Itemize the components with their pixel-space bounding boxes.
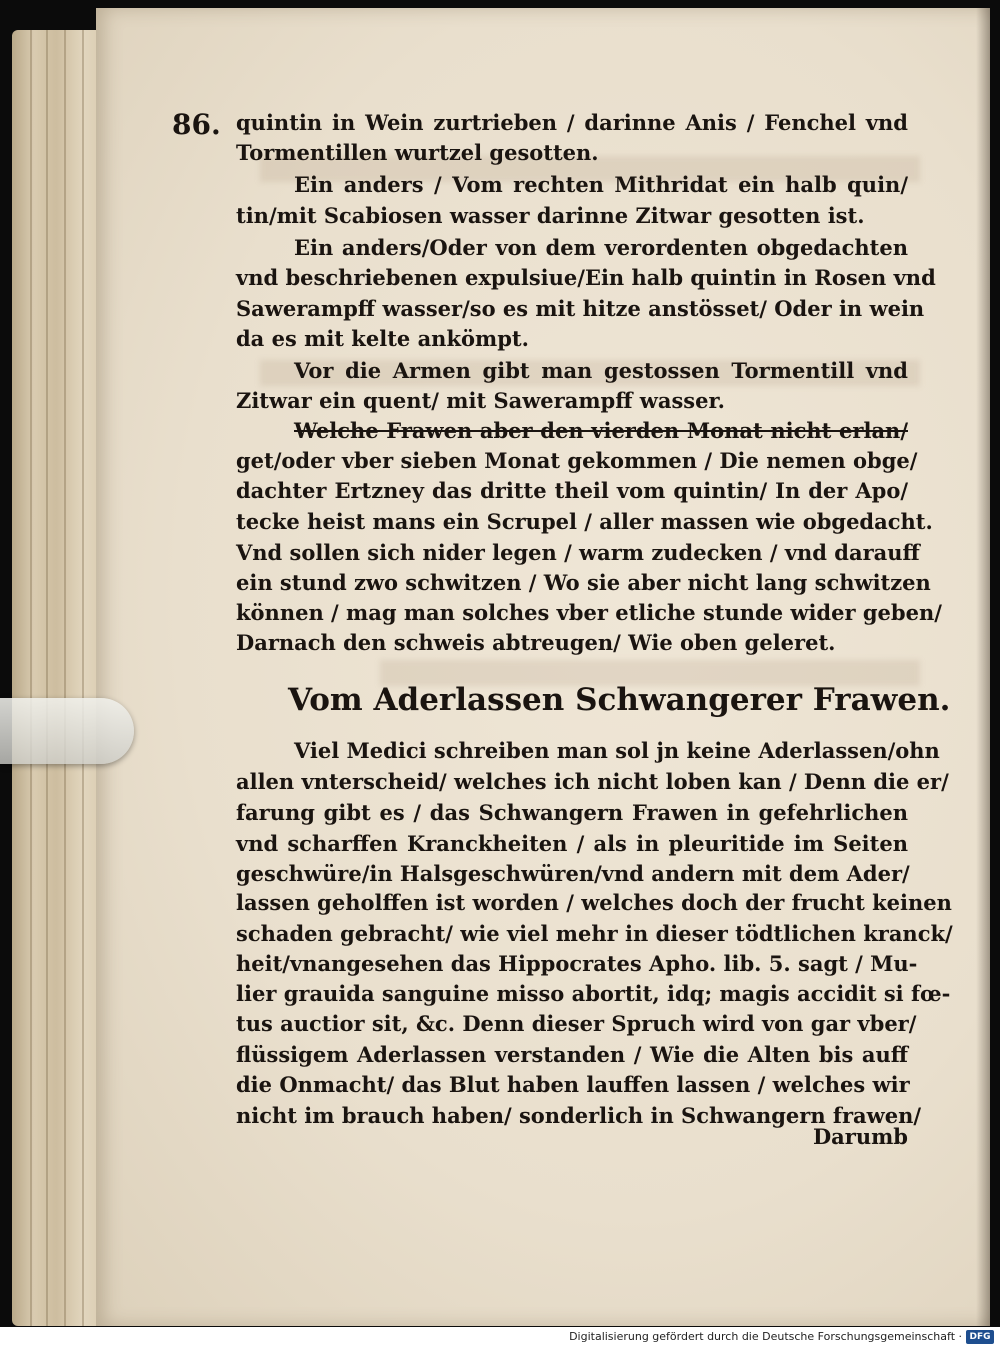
text-line: flüssigem Aderlassen verstanden / Wie die Alten bis auff (236, 1042, 908, 1067)
section-heading: Vom Aderlassen Schwangerer Frawen. (288, 682, 951, 718)
bookmark-clip (0, 698, 134, 764)
catchword: Darumb (812, 1124, 908, 1149)
page-number: 86. (172, 108, 221, 141)
text-line: da es mit kelte ankömpt. (236, 326, 529, 351)
text-line: quintin in Wein zurtrieben / darinne Anis / Fenchel vnd (236, 110, 908, 135)
text-line: Ein anders / Vom rechten Mithridat ein halb quin/ (294, 172, 908, 197)
text-line: ein stund zwo schwitzen / Wo sie aber nicht lang schwitzen (236, 570, 931, 595)
text-line: dachter Ertzney das dritte theil vom quintin/ In der Apo/ (236, 478, 908, 503)
text-line: allen vnterscheid/ welches ich nicht loben kan / Denn die er/ (236, 769, 949, 794)
text-line: Ein anders/Oder von dem verordenten obgedachten (294, 235, 908, 260)
text-line: heit/vnangesehen das Hippocrates Apho. lib. 5. sagt / Mu- (236, 951, 918, 976)
text-line: tin/mit Scabiosen wasser darinne Zitwar gesotten ist. (236, 203, 865, 228)
text-line: Viel Medici schreiben man sol jn keine Aderlassen/ohn (294, 738, 940, 763)
footer-bar (0, 1327, 1000, 1348)
text-line: Zitwar ein quent/ mit Sawerampff wasser. (236, 388, 725, 413)
text-line: lassen geholffen ist worden / welches doch der frucht keinen (236, 890, 952, 915)
text-line: schaden gebracht/ wie viel mehr in dieser tödtlichen kranck/ (236, 921, 953, 946)
text-line: get/oder vber sieben Monat gekommen / Die nemen obge/ (236, 448, 918, 473)
text-line: tus auctior sit, &c. Denn dieser Spruch wird von gar vber/ (236, 1011, 917, 1036)
text-line: Sawerampff wasser/so es mit hitze anstösset/ Oder in wein (236, 296, 925, 321)
text-line: geschwüre/in Halsgeschwüren/vnd andern mit dem Ader/ (236, 861, 910, 886)
text-line: farung gibt es / das Schwangern Frawen in gefehrlichen (236, 800, 908, 825)
text-line: lier grauida sanguine misso abortit, idq; magis accidit si fœ- (236, 981, 951, 1006)
page-shadow (976, 8, 990, 1326)
funding-credit: Digitalisierung gefördert durch die Deutsche Forschungsgemeinschaft · (569, 1330, 962, 1343)
text-line: nicht im brauch haben/ sonderlich in Schwangern frawen/ (236, 1103, 922, 1128)
text-line: können / mag man solches vber etliche stunde wider geben/ (236, 600, 942, 625)
text-line: tecke heist mans ein Scrupel / aller massen wie obgedacht. (236, 509, 933, 534)
text-line: Vor die Armen gibt man gestossen Tormentill vnd (294, 358, 908, 383)
text-line: vnd beschriebenen expulsiue/Ein halb quintin in Rosen vnd (236, 265, 936, 290)
text-line: vnd scharffen Kranckheiten / als in pleuritide im Seiten (236, 831, 908, 856)
text-line: Darnach den schweis abtreugen/ Wie oben geleret. (236, 630, 836, 655)
text-line: Tormentillen wurtzel gesotten. (236, 140, 599, 165)
dfg-logo-icon: DFG (966, 1330, 994, 1344)
text-line: die Onmacht/ das Blut haben lauffen lassen / welches wir (236, 1072, 910, 1097)
text-line: Vnd sollen sich nider legen / warm zudecken / vnd darauff (236, 540, 920, 565)
text-line-struck: Welche Frawen aber den vierden Monat nicht erlan/ (294, 418, 908, 443)
